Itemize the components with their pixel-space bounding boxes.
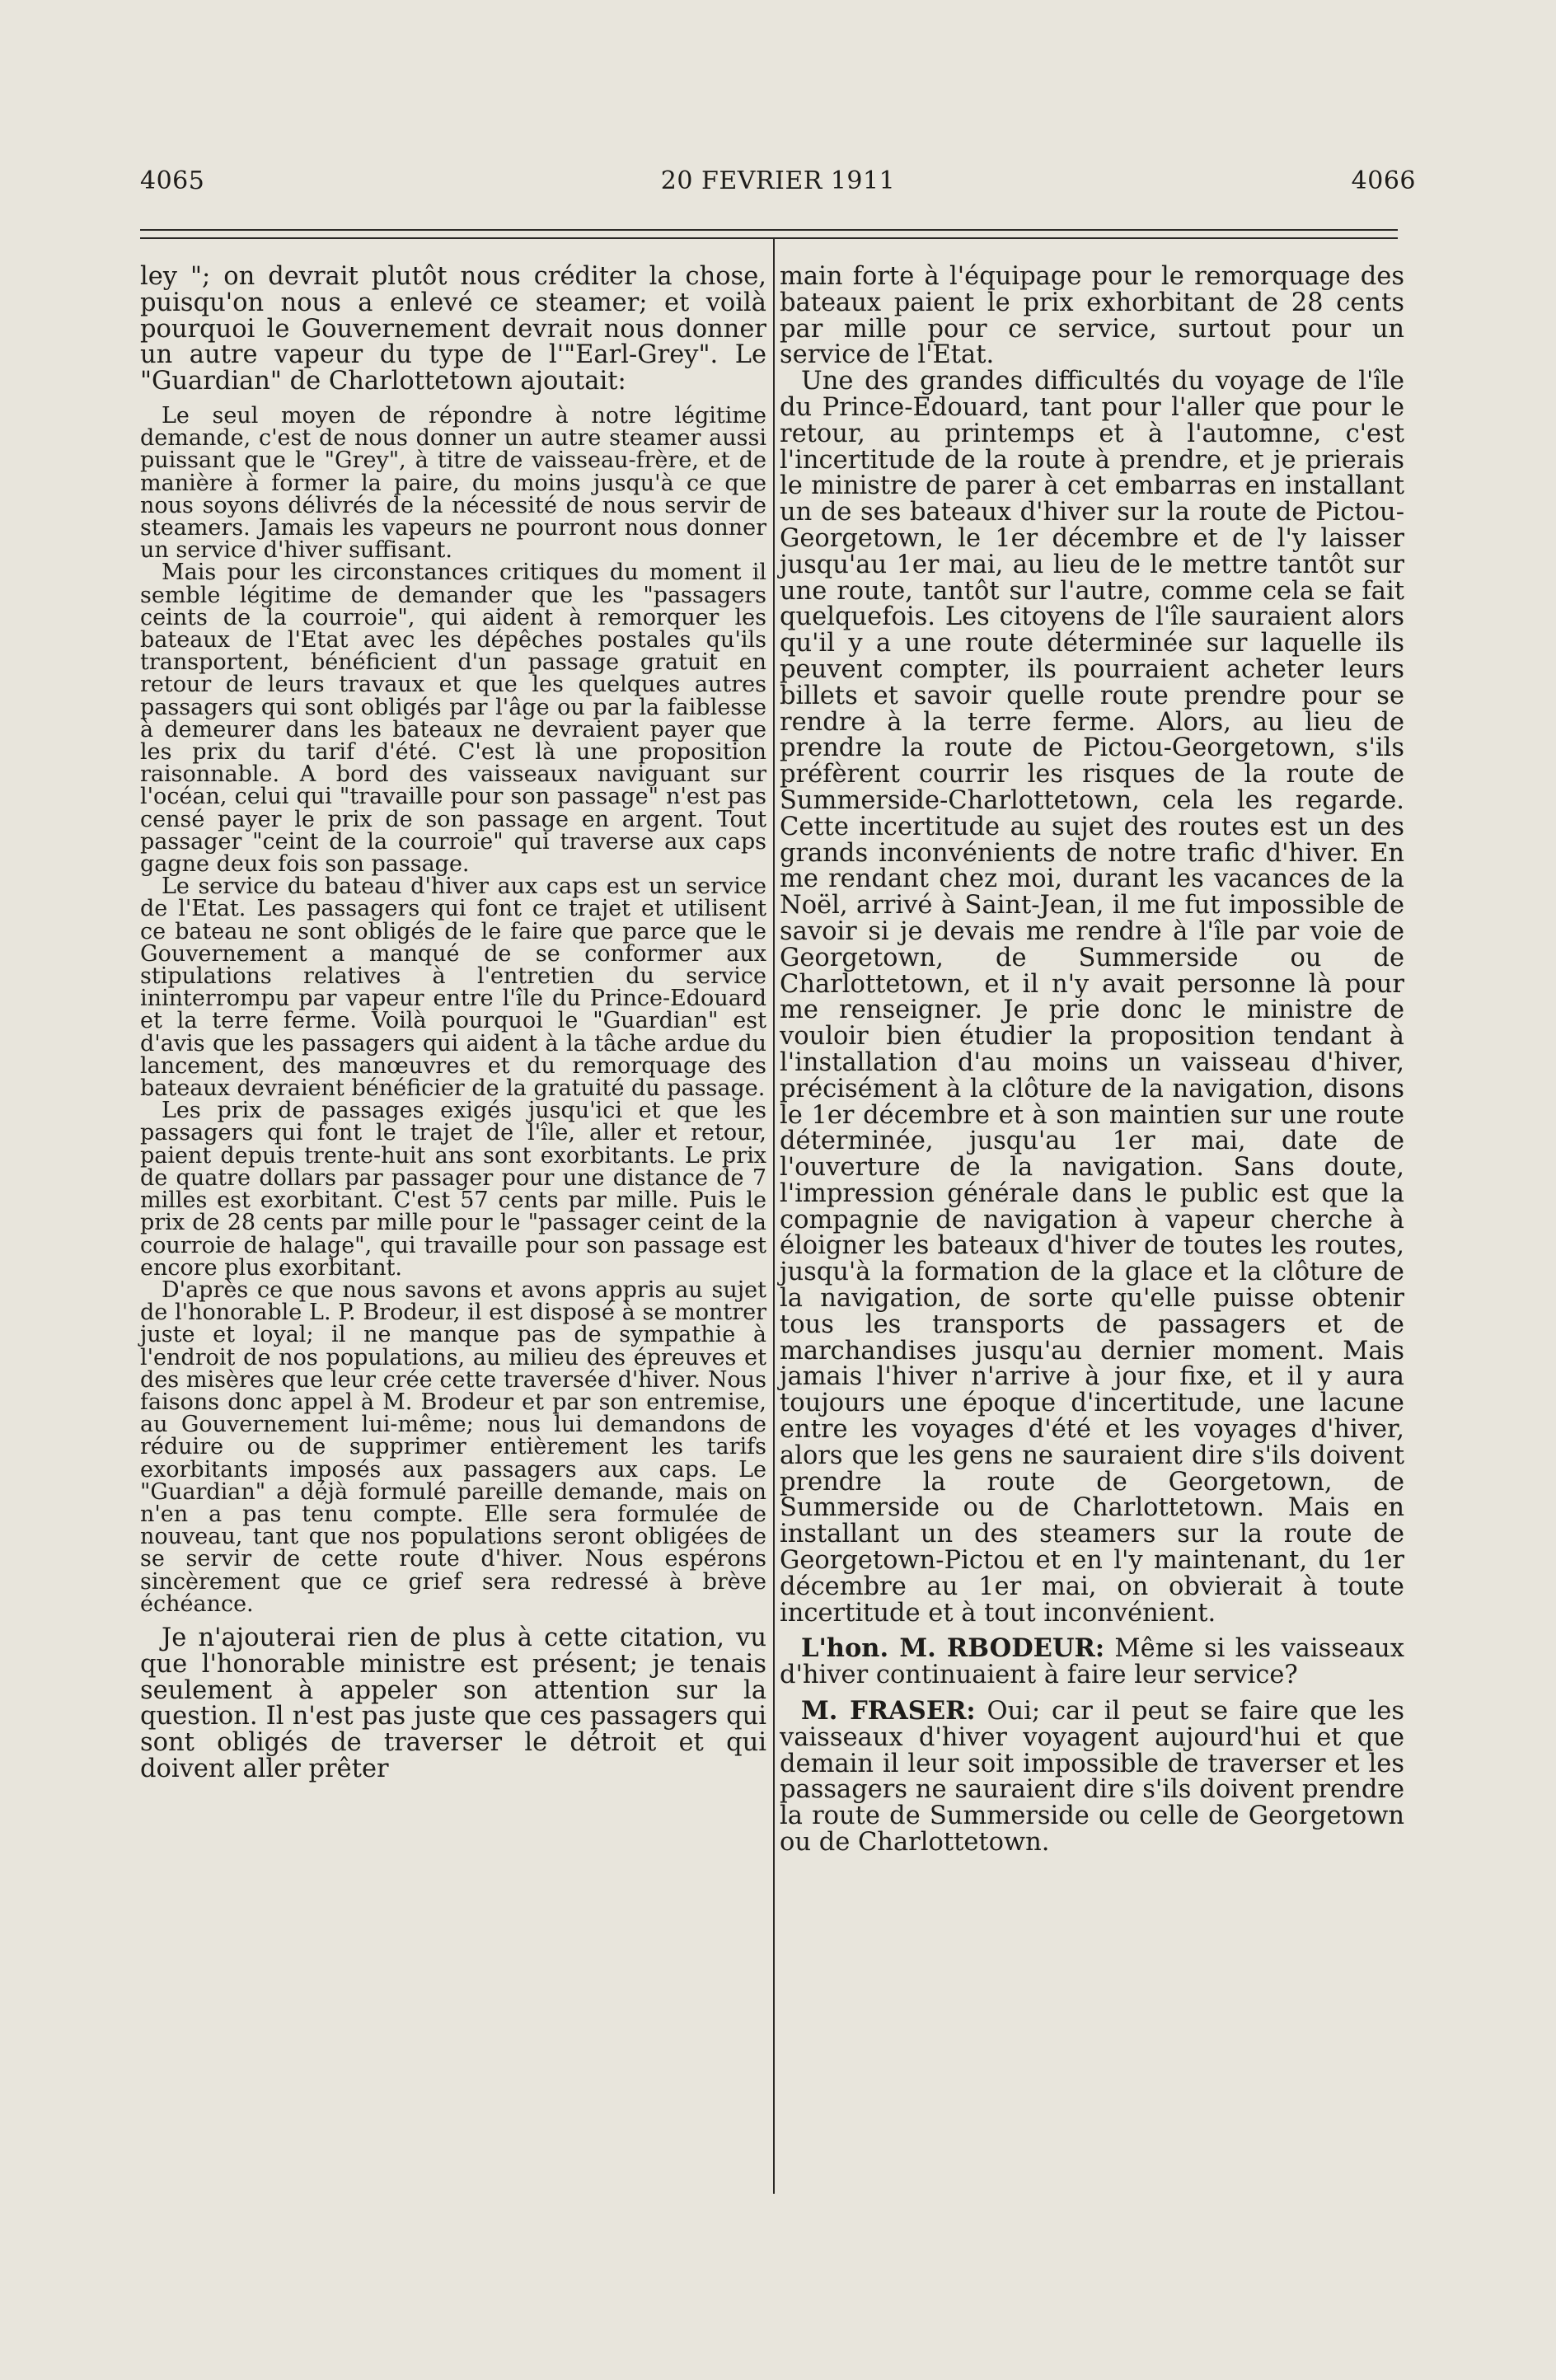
quoted-paragraph: Les prix de passages exigés jusqu'ici et que les passagers qui font le trajet de l'île, aller et retour, paient depuis trente-huit ans sont exorbitants. Le prix de quatre dollars par passager pour une distance de 7 milles est exorbitant. C'est 57 cents par mille. Puis le prix de 28 cents par mille pour le "passager ceint de la courroie de halage", qui travaille pour son passage est encore plus exorbitant. <box>140 1098 766 1281</box>
quoted-paragraph: Mais pour les circonstances critiques du moment il semble légitime de demander que les "passagers ceints de la courroie", qui aident à remorquer les bateaux de l'Etat avec les dépêches postales qu'ils transportent, bénéficient d'un passage gratuit en retour de leurs travaux et que les quelques autres passagers qui sont obligés par l'âge ou par la faiblesse à demeurer dans les bateaux ne devraient payer que les prix du tarif d'été. C'est là une proposition raisonnable. A bord des vaisseaux naviguant sur l'océan, celui qui "travaille pour son passage" n'est pas censé payer le prix de son passage en argent. Tout passager "ceint de la courroie" qui traverse aux caps gagne deux fois son passage. <box>140 560 766 878</box>
speech-text: Même si les vaisseaux d'hiver continuaient à faire leur service? <box>780 1634 1405 1690</box>
quoted-paragraph: Le seul moyen de répondre à notre légitime demande, c'est de nous donner un autre steamer aussi puissant que le "Grey", à titre de vaisseau-frère, et de manière à former la paire, du moins jusqu'à ce que nous soyons délivrés de la nécessité de nous servir de steamers. Jamais les vapeurs ne pourront nous donner un service d'hiver suffisant. <box>140 402 766 564</box>
paragraph: ley "; on devrait plutôt nous créditer la chose, puisqu'on nous a enlevé ce steamer; et voilà pourquoi le Gouvernement devrait nous donner un autre vapeur du type de l'"Earl-Grey". Le "Guardian" de Charlottetown ajoutait: <box>140 262 766 396</box>
paragraph: main forte à l'équipage pour le remorquage des bateaux paient le prix exhorbitant de 28 cents par mille pour ce service, surtout pour un service de l'Etat. <box>780 262 1404 370</box>
right-column <box>780 264 1404 1856</box>
header-double-rule <box>140 229 1398 239</box>
quoted-paragraph: Le service du bateau d'hiver aux caps est un service de l'Etat. Les passagers qui font ce trajet et utilisent ce bateau ne sont obligés de le faire que parce que le Gouvernement a manqué de se conformer aux stipulations relatives à l'entretien du service ininterrompu par vapeur entre l'île du Prince-Edouard et la terre ferme. Voilà pourquoi le "Guardian" est d'avis que les passagers qui aident à la tâche ardue du lancement, des manœuvres et du remorquage des bateaux devraient bénéficier de la gratuité du passage. <box>140 874 766 1102</box>
page-header <box>140 158 1416 204</box>
speech-paragraph <box>780 1633 1405 1690</box>
left-column <box>140 264 766 1783</box>
speech-paragraph <box>780 1698 1404 1856</box>
page-number-left: 4065 <box>140 166 205 195</box>
column-divider <box>773 239 775 2194</box>
quoted-paragraph: D'après ce que nous savons et avons appris au sujet de l'honorable L. P. Brodeur, il est disposé à se montrer juste et loyal; il ne manque pas de sympathie à l'endroit de nos populations, au milieu des épreuves et des misères que leur crée cette traversée d'hiver. Nous faisons donc appel à M. Brodeur et par son entremise, au Gouvernement lui-même; nous lui demandons de réduire ou de supprimer entièrement les tarifs exorbitants imposés aux passagers aux caps. Le "Guardian" a déjà formulé pareille demande, mais on n'en a pas tenu compte. Elle sera formulée de nouveau, tant que nos populations seront obligées de se servir de cette route d'hiver. Nous espérons sincèrement que ce grief sera redressé à brève échéance. <box>140 1277 766 1617</box>
paragraph: Une des grandes difficultés du voyage de l'île du Prince-Edouard, tant pour l'aller que pour le retour, au printemps et à l'automne, c'est l'incertitude de la route à prendre, et je prierais le ministre de parer à cet embarras en installant un de ses bateaux d'hiver sur la route de Pictou-Georgetown, le 1er décembre et de l'y laisser jusqu'au 1er mai, au lieu de le mettre tantôt sur une route, tantôt sur l'autre, comme cela se fait quelquefois. Les citoyens de l'île sauraient alors qu'il y a une route déterminée sur laquelle ils peuvent compter, ils pourraient acheter leurs billets et savoir quelle route prendre pour se rendre à la terre ferme. Alors, au lieu de prendre la route de Pictou-Georgetown, s'ils préfèrent courrir les risques de la route de Summerside-Charlottetown, cela les regarde. Cette incertitude au sujet des routes est un des grands inconvénients de notre trafic d'hiver. En me rendant chez moi, durant les vacances de la Noël, arrivé à Saint-Jean, il me fut impossible de savoir si je devais me rendre à l'île par voie de Georgetown, de Summerside ou de Charlottetown, et il n'y avait personne là pour me renseigner. Je prie donc le ministre de vouloir bien étudier la proposition tendant à l'installation d'au moins un vaisseau d'hiver, précisément à la clôture de la navigation, disons le 1er décembre et à son maintien sur une route déterminée, jusqu'au 1er mai, date de l'ouverture de la navigation. Sans doute, l'impression générale dans le public est que la compagnie de navigation à vapeur cherche à éloigner les bateaux d'hiver de toutes les routes, jusqu'à la formation de la glace et la clôture de la navigation, de sorte qu'elle puisse obtenir tous les transports de passagers et de marchandises jusqu'au dernier moment. Mais jamais l'hiver n'arrive à jour fixe, et il y aura toujours une époque d'incertitude, une lacune entre les voyages d'été et les voyages d'hiver, alors que les gens ne sauraient dire s'ils doivent prendre la route de Georgetown, de Summerside ou de Charlottetown. Mais en installant un des steamers sur la route de Georgetown-Pictou et en l'y maintenant, du 1er décembre au 1er mai, on obvierait à toute incertitude et à tout inconvénient. <box>780 367 1404 1628</box>
speaker-name: L'hon. M. RBODEUR: <box>801 1633 1105 1664</box>
speech-text: Oui; car il peut se faire que les vaisseaux d'hiver voyagent aujourd'hui et que demain il leur soit impossible de traverser et les passagers ne sauraient dire s'ils doivent prendre la route de Summerside ou celle de Georgetown ou de Charlottetown. <box>780 1697 1404 1858</box>
page-date: 20 FEVRIER 1911 <box>660 166 896 195</box>
page-number-right: 4066 <box>1351 166 1416 195</box>
speaker-name: M. FRASER: <box>801 1696 976 1726</box>
paragraph: Je n'ajouterai rien de plus à cette citation, vu que l'honorable ministre est présent; je tenais seulement à appeler son attention sur la question. Il n'est pas juste que ces passagers qui sont obligés de traverser le détroit et qui doivent aller prêter <box>140 1623 766 1783</box>
